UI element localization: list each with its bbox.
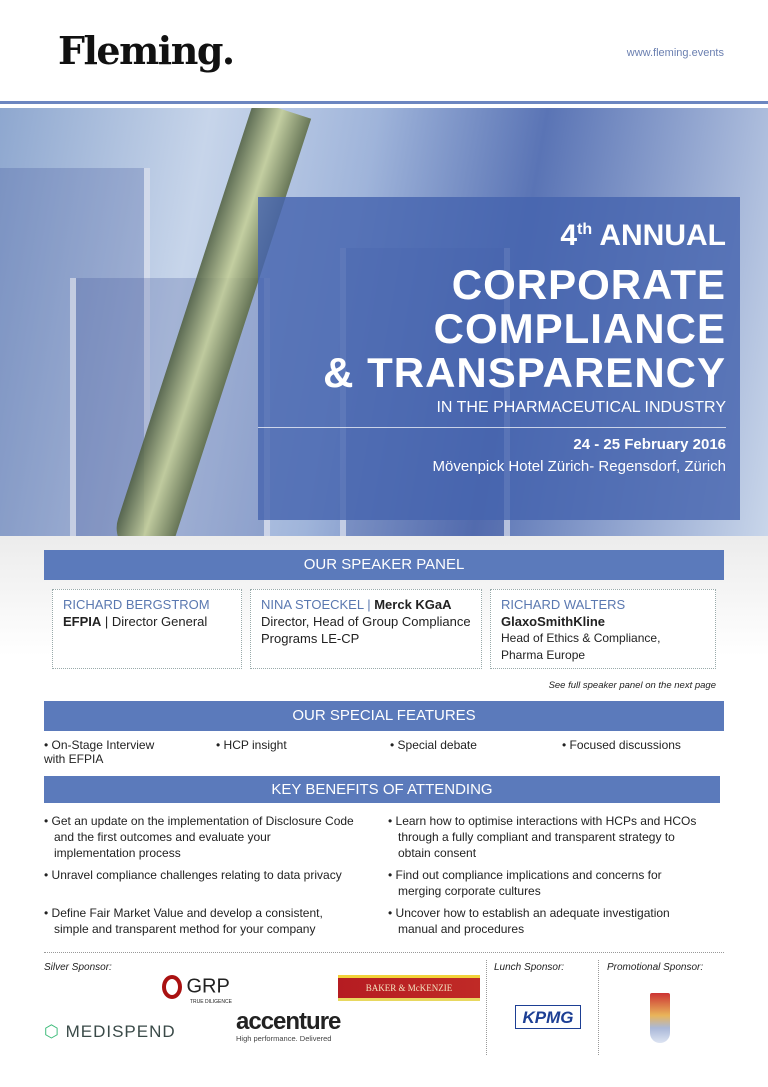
subtitle: IN THE PHARMACEUTICAL INDUSTRY bbox=[436, 399, 726, 416]
benefit-item: • Find out compliance implications and concerns for merging corporate cultures bbox=[388, 868, 662, 898]
feature-item: • HCP insight bbox=[216, 738, 287, 752]
speaker-note: See full speaker panel on the next page bbox=[548, 680, 716, 691]
divider bbox=[258, 427, 726, 428]
benefits-heading: KEY BENEFITS OF ATTENDING bbox=[44, 776, 720, 803]
medispend-logo: ⬡ MEDISPEND bbox=[44, 1022, 176, 1041]
grp-logo: GRP TRUE DILIGENCE bbox=[162, 975, 232, 1005]
speaker-card: RICHARD BERGSTROM EFPIA | Director General bbox=[52, 589, 242, 669]
feature-item: • Special debate bbox=[390, 738, 477, 752]
benefit-item: • Define Fair Market Value and develop a consistent, simple and transparent method for your company bbox=[44, 906, 323, 936]
event-title-panel bbox=[258, 197, 740, 520]
benefit-item: • Get an update on the implementation of Disclosure Code and the first outcomes and evaluate your implementation process bbox=[44, 814, 354, 860]
fleming-logo: Fleming. bbox=[58, 28, 234, 73]
title-line: & TRANSPARENCY bbox=[323, 349, 726, 396]
silver-sponsor-label: Silver Sponsor: bbox=[44, 962, 112, 973]
promotional-sponsor-label: Promotional Sponsor: bbox=[607, 962, 704, 973]
website-link[interactable]: www.fleming.events bbox=[626, 47, 724, 59]
features-heading: OUR SPECIAL FEATURES bbox=[44, 701, 724, 731]
benefit-item: • Uncover how to establish an adequate investigation manual and procedures bbox=[388, 906, 670, 936]
lunch-sponsor-label: Lunch Sponsor: bbox=[494, 962, 565, 973]
speaker-panel-heading: OUR SPEAKER PANEL bbox=[44, 550, 724, 580]
title-line: COMPLIANCE bbox=[433, 305, 726, 352]
feature-item: • On-Stage Interview with EFPIA bbox=[44, 738, 155, 766]
header-divider bbox=[0, 101, 768, 104]
benefit-item: • Learn how to optimise interactions with HCPs and HCOs through a fully compliant and transparent strategy to obtain consent bbox=[388, 814, 697, 860]
speaker-card: NINA STOECKEL | Merck KGaA Director, Head of Group Compliance Programs LE-CP bbox=[250, 589, 482, 669]
edition: 4th ANNUAL bbox=[560, 219, 726, 252]
divider bbox=[44, 952, 724, 953]
speaker-card: RICHARD WALTERS GlaxoSmithKline Head of Ethics & Compliance, Pharma Europe bbox=[490, 589, 716, 669]
event-date: 24 - 25 February 2016 bbox=[573, 436, 726, 453]
title-line: CORPORATE bbox=[451, 261, 726, 308]
kpmg-logo: KPMG bbox=[515, 1005, 581, 1029]
event-venue: Mövenpick Hotel Zürich- Regensdorf, Zürich bbox=[432, 458, 726, 475]
promotional-sponsor-logo bbox=[650, 993, 670, 1043]
accenture-logo: accenture High performance. Delivered bbox=[236, 1008, 341, 1043]
benefit-item: • Unravel compliance challenges relating to data privacy bbox=[44, 868, 342, 882]
feature-item: • Focused discussions bbox=[562, 738, 681, 752]
baker-mckenzie-logo: BAKER & McKENZIE bbox=[338, 975, 480, 1001]
